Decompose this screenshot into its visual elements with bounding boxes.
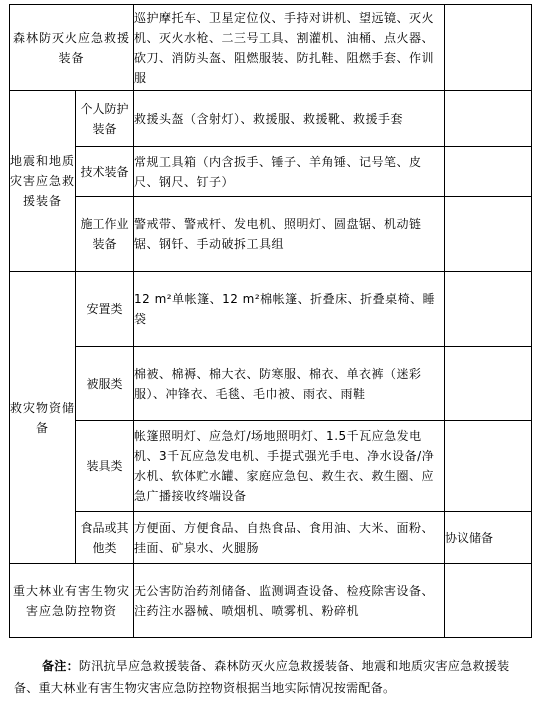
footnote-text: 防汛抗旱应急救援装备、森林防灭火应急救援装备、地震和地质灾害应急救援装备、重大林业有害生物灾害应急防控物资根据当地实际情况按需配备。 bbox=[14, 659, 510, 695]
content-cell: 棉被、棉褥、棉大衣、防寒服、棉衣、单衣裤（迷彩服）、冲锋衣、毛毯、毛巾被、雨衣、雨鞋 bbox=[134, 347, 445, 421]
subcategory-cell: 安置类 bbox=[76, 272, 134, 347]
content-cell: 帐篷照明灯、应急灯/场地照明灯、1.5千瓦应急发电机、3千瓦应急发电机、手提式强光手电、净水设备/净水机、软体贮水罐、家庭应急包、救生衣、救生圈、应急广播接收终端设备 bbox=[134, 421, 445, 512]
table-row bbox=[10, 147, 532, 197]
table-row bbox=[10, 421, 532, 512]
content-cell: 方便面、方便食品、自热食品、食用油、大米、面粉、挂面、矿泉水、火腿肠 bbox=[134, 512, 445, 564]
table-row bbox=[10, 5, 532, 91]
footnote-label: 备注： bbox=[42, 659, 79, 673]
note-cell bbox=[445, 347, 532, 421]
content-cell: 常规工具箱（内含扳手、锤子、羊角锤、记号笔、皮尺、钢尺、钉子） bbox=[134, 147, 445, 197]
footnote bbox=[14, 655, 526, 699]
table-row bbox=[10, 272, 532, 347]
content-cell: 12 m²单帐篷、12 m²棉帐篷、折叠床、折叠桌椅、睡袋 bbox=[134, 272, 445, 347]
category-cell: 森林防灭火应急救援装备 bbox=[10, 5, 134, 91]
content-cell: 警戒带、警戒杆、发电机、照明灯、圆盘锯、机动链锯、钢钎、手动破拆工具组 bbox=[134, 197, 445, 272]
note-cell bbox=[445, 5, 532, 91]
note-cell bbox=[445, 147, 532, 197]
table-row bbox=[10, 347, 532, 421]
subcategory-cell: 个人防护装备 bbox=[76, 91, 134, 147]
content-cell: 无公害防治药剂储备、监测调查设备、检疫除害设备、注药注水器械、喷烟机、喷雾机、粉碎机 bbox=[134, 564, 445, 638]
note-cell bbox=[445, 91, 532, 147]
category-cell: 地震和地质灾害应急救援装备 bbox=[10, 91, 76, 272]
note-cell bbox=[445, 272, 532, 347]
table-row bbox=[10, 512, 532, 564]
subcategory-cell: 被服类 bbox=[76, 347, 134, 421]
note-cell: 协议储备 bbox=[445, 512, 532, 564]
table-row bbox=[10, 564, 532, 638]
table-row bbox=[10, 197, 532, 272]
category-cell: 重大林业有害生物灾害应急防控物资 bbox=[10, 564, 134, 638]
subcategory-cell: 装具类 bbox=[76, 421, 134, 512]
table-row bbox=[10, 91, 532, 147]
category-cell: 救灾物资储备 bbox=[10, 272, 76, 564]
note-cell bbox=[445, 197, 532, 272]
content-cell: 救援头盔（含射灯）、救援服、救援靴、救援手套 bbox=[134, 91, 445, 147]
subcategory-cell: 施工作业装备 bbox=[76, 197, 134, 272]
content-cell: 巡护摩托车、卫星定位仪、手持对讲机、望远镜、灭火机、灭火水枪、二三号工具、割灌机、油桶、点火器、砍刀、消防头盔、阻燃服装、防扎鞋、阻燃手套、作训服 bbox=[134, 5, 445, 91]
equipment-table bbox=[9, 4, 532, 638]
note-cell bbox=[445, 564, 532, 638]
subcategory-cell: 技术装备 bbox=[76, 147, 134, 197]
note-cell bbox=[445, 421, 532, 512]
subcategory-cell: 食品或其他类 bbox=[76, 512, 134, 564]
